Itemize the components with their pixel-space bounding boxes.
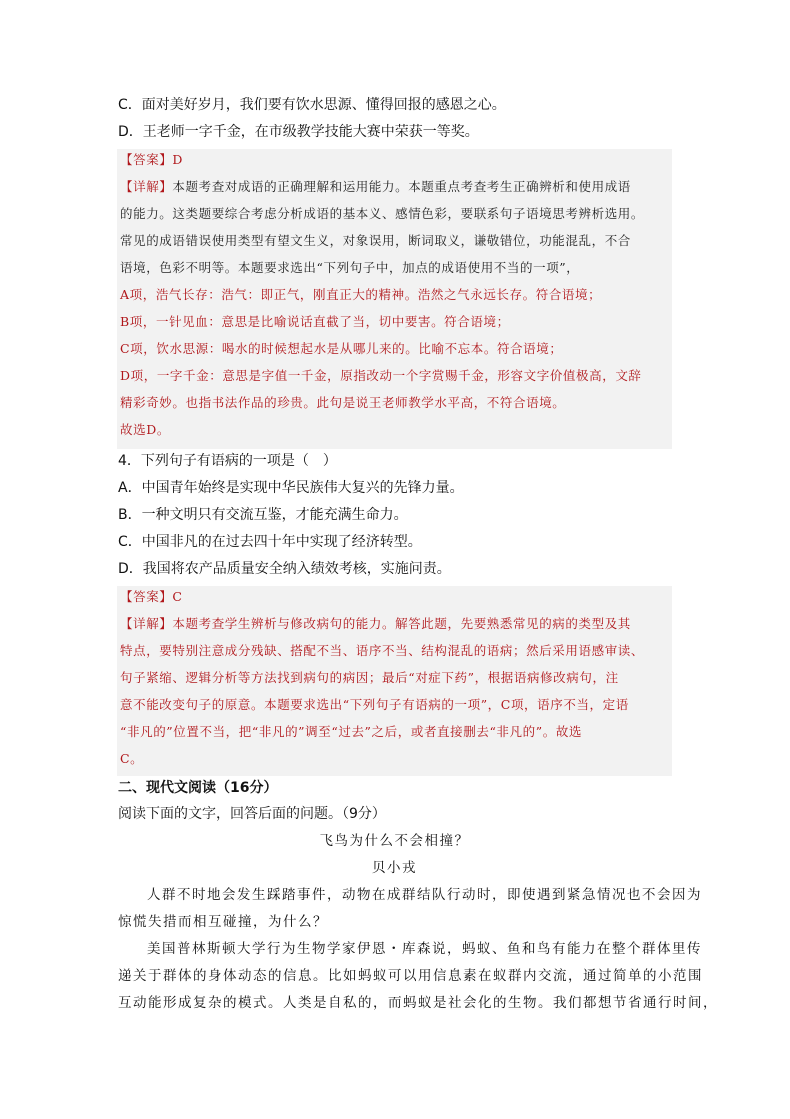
q3-option-c: C．面对美好岁月，我们要有饮水思源、懂得回报的感恩之心。 (118, 97, 506, 113)
explain-option-d-cont: 精彩奇妙。也指书法作品的珍贵。此句是说王老师教学水平高，不符合语境。 (120, 395, 566, 410)
q4-stem: 4．下列句子有语病的一项是（ ） (118, 453, 337, 469)
answer-tag: 【答案】 (120, 589, 173, 604)
explain-conclusion: 故选D。 (120, 422, 170, 437)
explain-tag: 【详解】 (120, 179, 173, 194)
explain-option-d: D项，一字千金：意思是字值一千金，原指改动一个字赏赐千金，形容文字价值极高，文辞 (120, 368, 642, 383)
answer-value: C (172, 589, 183, 604)
article-paragraph-line: 美国普林斯顿大学行为生物学家伊恩・库森说，蚂蚁、鱼和鸟有能力在整个群体里传 (147, 941, 702, 957)
answer-value: D (172, 152, 184, 167)
section-heading: 二、现代文阅读（16分） (118, 780, 278, 796)
article-paragraph-line: 互动能形成复杂的模式。人类是自私的，而蚂蚁是社会化的生物。我们都想节省通行时间， (118, 995, 718, 1011)
article-paragraph-line: 惊慌失措而相互碰撞，为什么？ (118, 914, 328, 930)
explain-conclusion: C。 (120, 751, 144, 766)
explain-text: 本题考查对成语的正确理解和运用能力。本题重点考查考生正确辨析和使用成语 (172, 179, 631, 194)
article-title: 飞鸟为什么不会相撞？ (319, 833, 470, 849)
q3-option-d: D．王老师一字千金，在市级教学技能大赛中荣获一等奖。 (118, 124, 479, 140)
article-author: 贝小戎 (372, 860, 417, 876)
explain-option-a: A项，浩气长存：浩气：即正气，刚直正大的精神。浩然之气永远长存。符合语境； (120, 287, 602, 302)
q4-explain-line (120, 616, 631, 632)
explain-text: 常见的成语错误使用类型有望文生义，对象误用，断词取义，谦敬错位，功能混乱，不合 (120, 233, 631, 248)
article-paragraph-line: 递关于群体的身体动态的信息。比如蚂蚁可以用信息素在蚁群内交流，通过简单的小范围 (118, 968, 703, 984)
q3-answer-line (120, 152, 183, 168)
explain-text: 意不能改变句子的原意。本题要求选出“下列句子有语病的一项”，C项，语序不当，定语 (120, 697, 629, 712)
answer-tag: 【答案】 (120, 152, 173, 167)
q3-explain-line (120, 179, 631, 195)
q4-answer-box (117, 586, 672, 776)
q4-option-a: A．中国青年始终是实现中华民族伟大复兴的先锋力量。 (118, 480, 464, 496)
article-paragraph-line: 人群不时地会发生踩踏事件，动物在成群结队行动时，即使遇到紧急情况也不会因为 (147, 887, 702, 903)
explain-option-b: B项，一针见血：意思是比喻说话直截了当，切中要害。符合语境； (120, 314, 510, 329)
q4-option-c: C．中国非凡的在过去四十年中实现了经济转型。 (118, 534, 422, 550)
q4-answer-line (120, 589, 183, 605)
section-intro: 阅读下面的文字，回答后面的问题。（9分） (118, 806, 386, 822)
q4-option-b: B．一种文明只有交流互鉴，才能充满生命力。 (118, 507, 408, 523)
explain-tag: 【详解】 (120, 616, 173, 631)
explain-text: 的能力。这类题要综合考虑分析成语的基本义、感情色彩，要联系句子语境思考辨析选用。 (120, 206, 645, 221)
explain-text: 特点，要特别注意成分残缺、搭配不当、语序不当、结构混乱的语病；然后采用语感审读、 (120, 643, 645, 658)
explain-text: 语境，色彩不明等。本题要求选出“下列句子中，加点的成语使用不当的一项”， (120, 260, 580, 275)
q3-answer-box (117, 149, 672, 449)
explain-text: 句子紧缩、逻辑分析等方法找到病句的病因；最后“对症下药”，根据语病修改病句，注 (120, 670, 619, 685)
explain-option-c: C项，饮水思源：喝水的时候想起水是从哪儿来的。比喻不忘本。符合语境； (120, 341, 563, 356)
explain-text: 本题考查学生辨析与修改病句的能力。解答此题，先要熟悉常见的病的类型及其 (172, 616, 631, 631)
q4-option-d: D．我国将农产品质量安全纳入绩效考核，实施问责。 (118, 561, 451, 577)
explain-text: “非凡的”位置不当，把“非凡的”调至“过去”之后，或者直接删去“非凡的”。故选 (120, 724, 583, 739)
